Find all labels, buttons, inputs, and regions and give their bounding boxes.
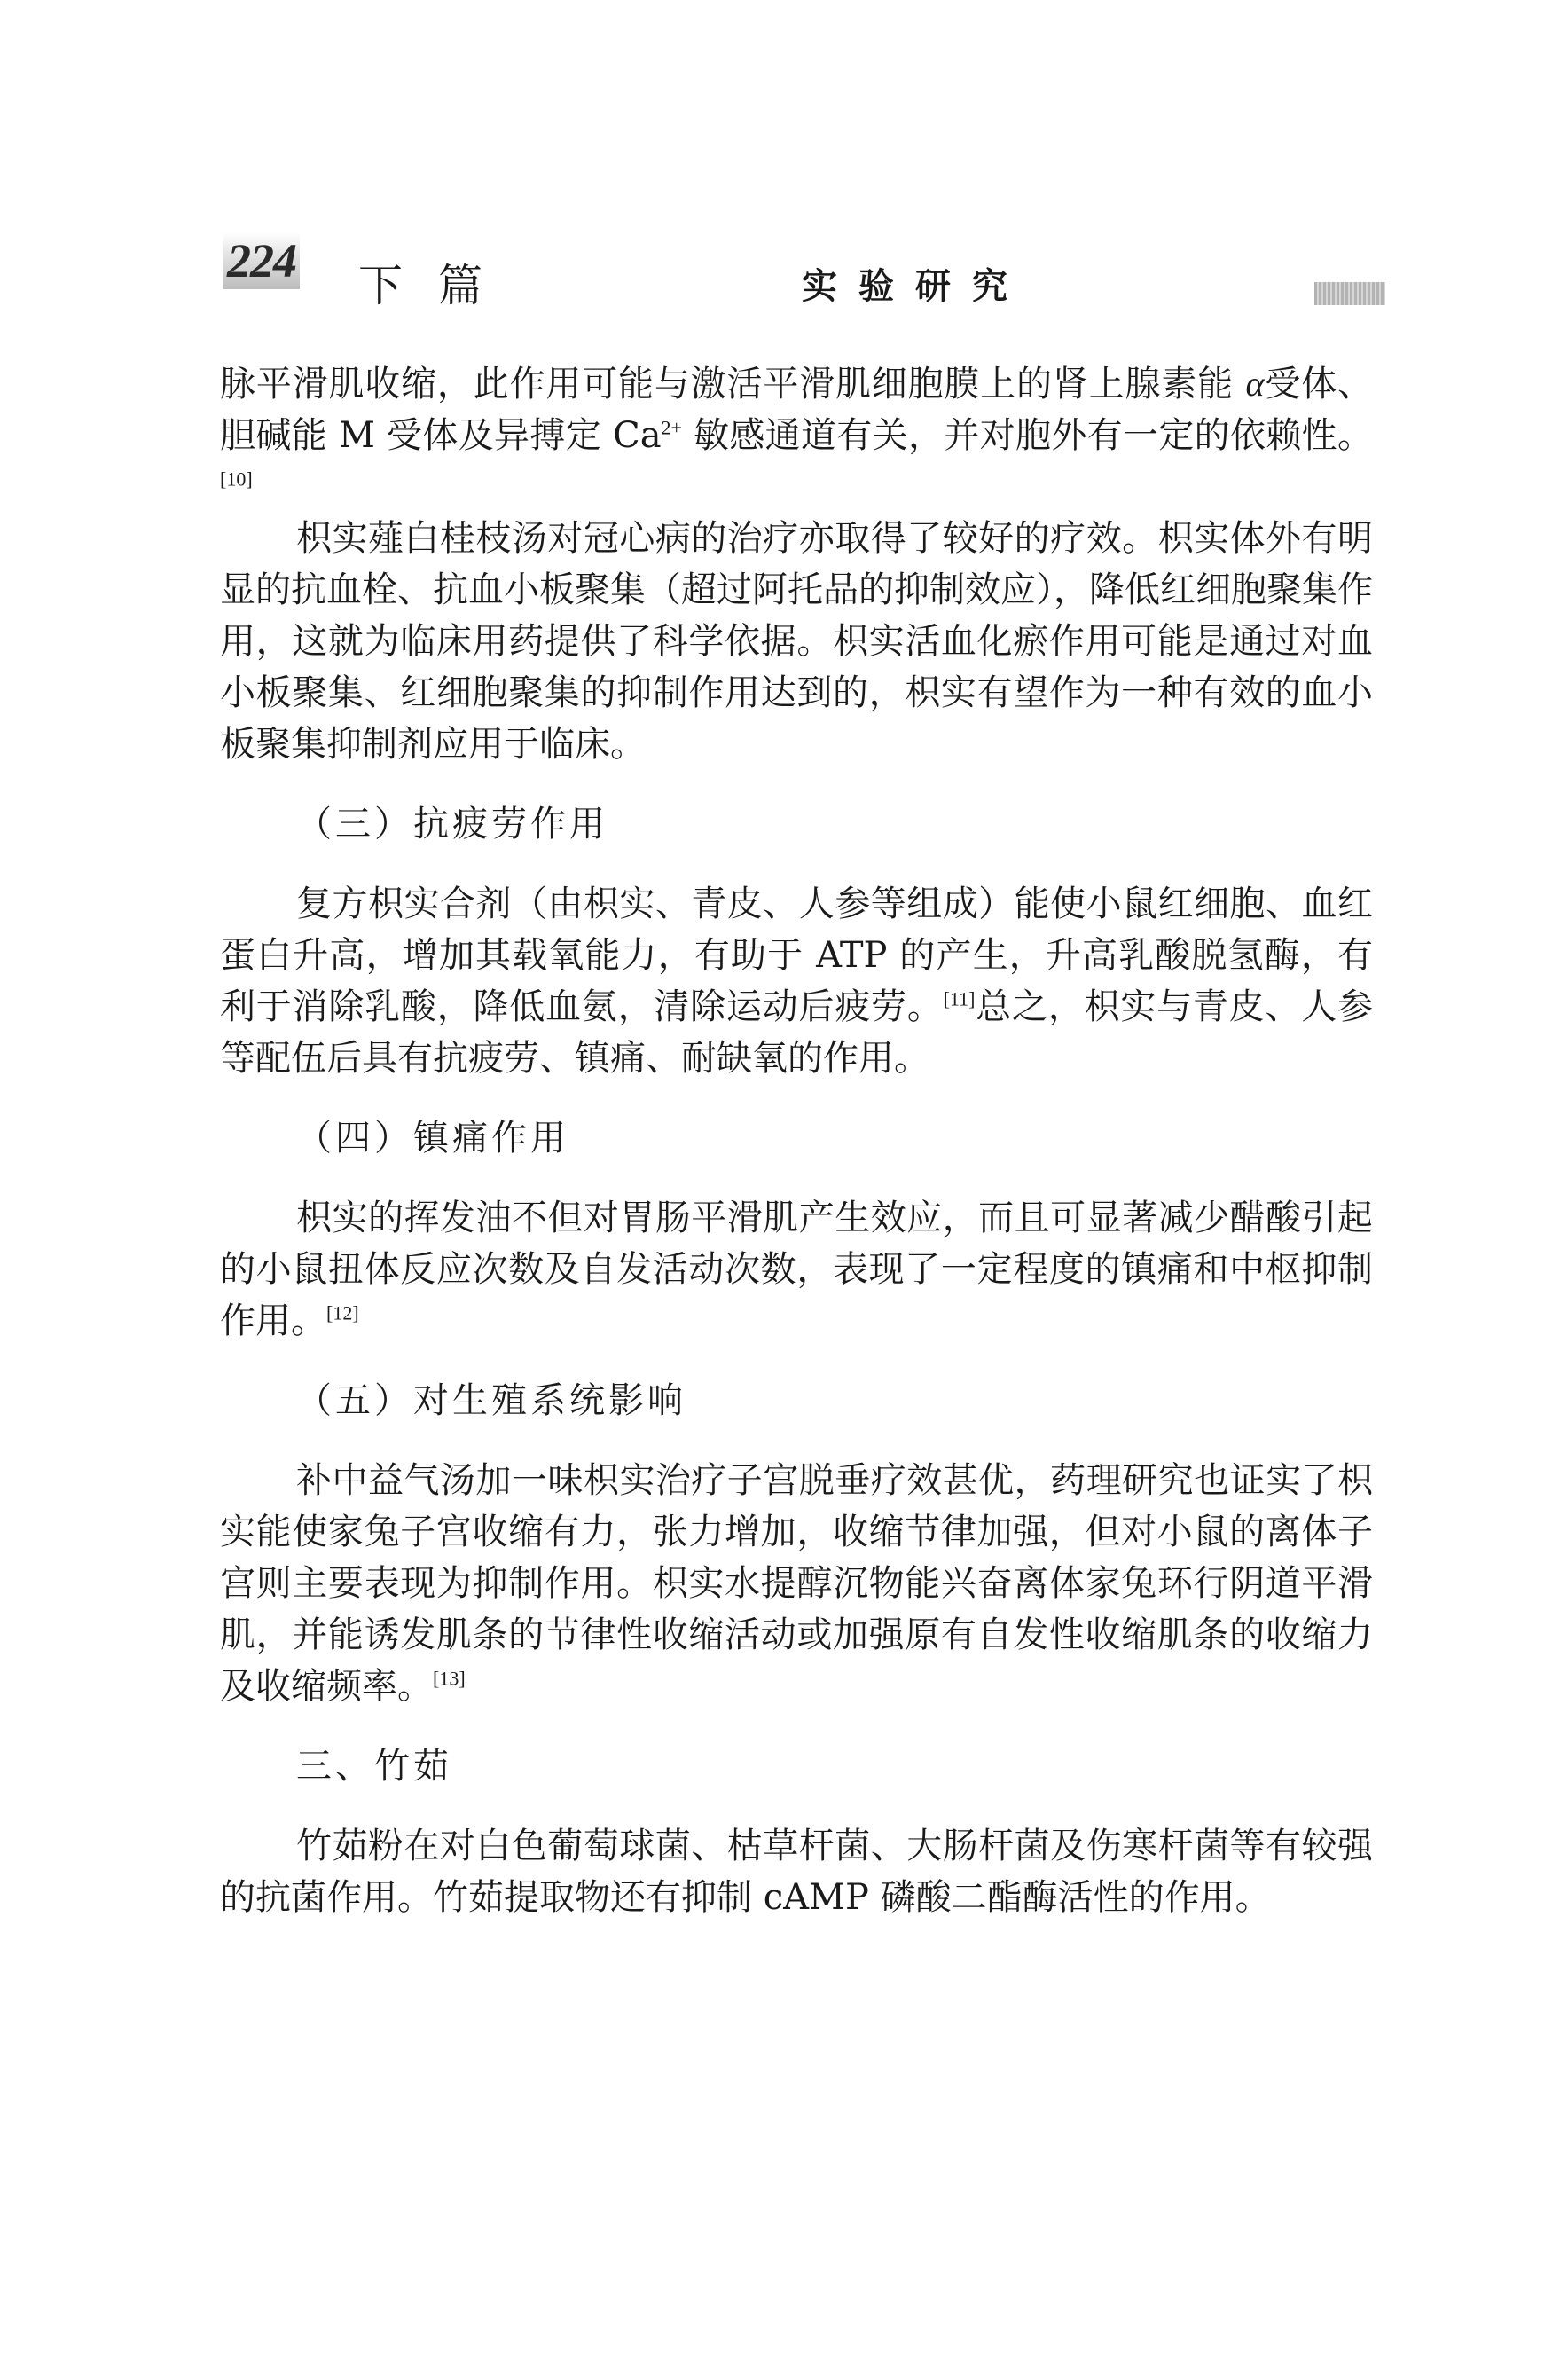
- section-heading-zhuru: 三、竹茹: [296, 1746, 452, 1787]
- section-heading-anti-fatigue: （三）抗疲劳作用: [296, 804, 608, 845]
- paragraph-3-text-b: 总之，枳实与青皮、人参等配伍后具有抗疲劳、镇痛、耐缺氧的作用。: [220, 986, 1374, 1079]
- header-decoration: [1314, 282, 1385, 305]
- section-heading-reproductive: （五）对生殖系统影响: [296, 1380, 686, 1421]
- paragraph-4: [220, 1192, 1373, 1347]
- page-number: 224: [223, 232, 300, 289]
- paragraph-4-text: 枳实的挥发油不但对胃肠平滑肌产生效应，而且可显著减少醋酸引起的小鼠扭体反应次数及自发活动次数，表现了一定程度的镇痛和中枢抑制作用。: [220, 1198, 1373, 1341]
- citation-11: [11]: [943, 987, 976, 1010]
- paragraph-5-text: 补中益气汤加一味枳实治疗子宫脱垂疗效甚优，药理研究也证实了枳实能使家兔子宫收缩有力，张力增加，收缩节律加强，但对小鼠的离体子宫则主要表现为抑制作用。枳实水提醇沉物能兴奋离体家兔环行阴道平滑肌，并能诱发肌条的节律性收缩活动或加强原有自发性收缩肌条的收缩力及收缩频率。: [220, 1460, 1373, 1707]
- paragraph-1-text-b: 受体、胆碱能 M 受体及异搏定 Ca: [220, 364, 1374, 456]
- citation-12: [12]: [326, 1301, 359, 1324]
- paragraph-2: 枳实薤白桂枝汤对冠心病的治疗亦取得了较好的疗效。枳实体外有明显的抗血栓、抗血小板聚集（超过阿托品的抑制效应），降低红细胞聚集作用，这就为临床用药提供了科学依据。枳实活血化瘀作用可能是通过对血小板聚集、红细胞聚集的抑制作用达到的，枳实有望作为一种有效的血小板聚集抑制剂应用于临床。: [220, 518, 1373, 765]
- part-title: 下篇: [358, 260, 518, 311]
- running-title: 实验研究: [802, 265, 1029, 307]
- page-body: [220, 358, 1373, 1923]
- paragraph-1-text-a: 脉平滑肌收缩，此作用可能与激活平滑肌细胞膜上的肾上腺素能: [220, 364, 1246, 405]
- paragraph-3: [220, 878, 1373, 1084]
- section-heading-analgesic: （四）镇痛作用: [296, 1118, 569, 1159]
- citation-13: [13]: [433, 1667, 466, 1690]
- paragraph-1-text-c: 敏感通道有关，并对胞外有一定的依赖性。: [681, 415, 1373, 456]
- page-header: [223, 232, 1385, 312]
- paragraph-6: 竹茹粉在对白色葡萄球菌、枯草杆菌、大肠杆菌及伤寒杆菌等有较强的抗菌作用。竹茹提取物还有抑制 cAMP 磷酸二酯酶活性的作用。: [220, 1826, 1373, 1918]
- paragraph-3-text-a: 复方枳实合剂（由枳实、青皮、人参等组成）能使小鼠红细胞、血红蛋白升高，增加其载氧能力，有助于 ATP 的产生，升高乳酸脱氢酶，有利于消除乳酸，降低血氨，清除运动后疲劳。: [220, 884, 1373, 1027]
- paragraph-1: [220, 358, 1373, 513]
- paragraph-5: [220, 1455, 1373, 1712]
- citation-10: [10]: [220, 467, 253, 491]
- alpha-symbol: α: [1245, 364, 1265, 404]
- calcium-superscript: 2+: [661, 416, 682, 439]
